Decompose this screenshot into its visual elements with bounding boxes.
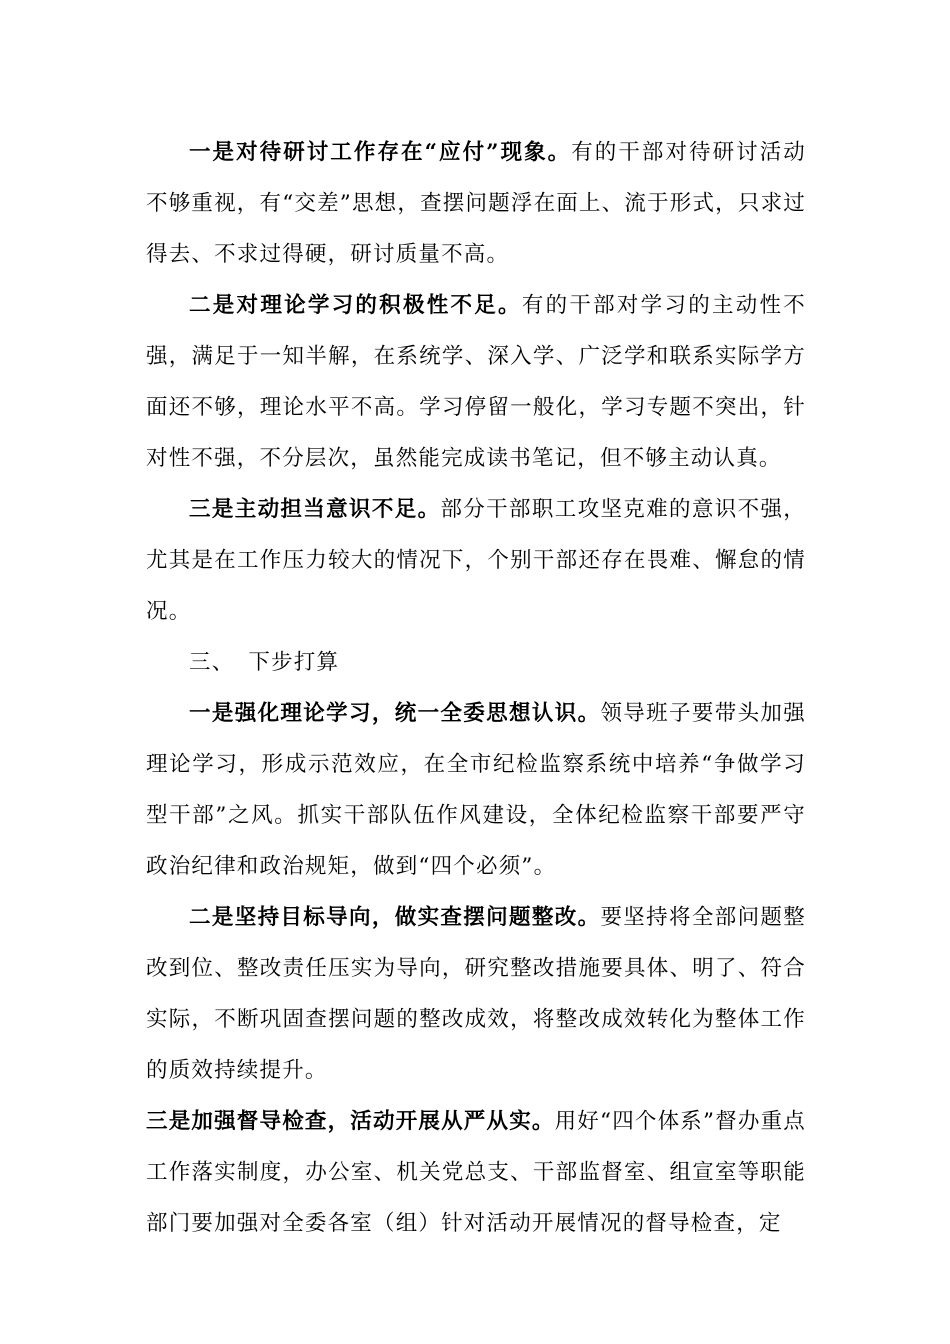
plan-paragraph-1-body: 领导班子要带头加强理论学习，形成示范效应，在全市纪检监察系统中培养“争做学习型干部”之风。抓实干部队伍作风建设，全体纪检监察干部要严守政治纪律和政治规矩，做到“四个必须”。 (146, 701, 806, 879)
plan-paragraph-3 (146, 1096, 806, 1249)
paragraph-1-body: 有的干部对待研讨活动不够重视，有“交差”思想，查摆问题浮在面上、流于形式，只求过得去、不求过得硬，研讨质量不高。 (146, 140, 806, 267)
section-heading-title: 下步打算 (248, 650, 340, 675)
plan-paragraph-1 (146, 688, 806, 892)
plan-paragraph-2 (146, 892, 806, 1096)
plan-paragraph-2-lead: 二是坚持目标导向，做实查摆问题整改。 (189, 905, 601, 930)
plan-paragraph-3-lead: 三是加强督导检查，活动开展从严从实。 (146, 1109, 555, 1134)
paragraph-1-lead: 一是对待研讨工作存在“应付”现象。 (189, 140, 572, 165)
document-page (146, 127, 806, 1249)
section-heading-number: 三、 (189, 650, 235, 675)
paragraph-1 (146, 127, 806, 280)
section-heading (146, 637, 806, 688)
paragraph-2 (146, 280, 806, 484)
paragraph-2-body: 有的干部对学习的主动性不强，满足于一知半解，在系统学、深入学、广泛学和联系实际学方面还不够，理论水平不高。学习停留一般化，学习专题不突出，针对性不强，不分层次，虽然能完成读书笔记，但不够主动认真。 (146, 293, 806, 471)
paragraph-3-lead: 三是主动担当意识不足。 (189, 497, 441, 522)
plan-paragraph-3-body: 用好“四个体系”督办重点工作落实制度，办公室、机关党总支、干部监督室、组宣室等职能部门要加强对全委各室（组）针对活动开展情况的督导检查，定 (146, 1109, 806, 1236)
paragraph-2-lead: 二是对理论学习的积极性不足。 (189, 293, 522, 318)
plan-paragraph-2-body: 要坚持将全部问题整改到位、整改责任压实为导向，研究整改措施要具体、明了、符合实际，不断巩固查摆问题的整改成效，将整改成效转化为整体工作的质效持续提升。 (146, 905, 806, 1083)
plan-paragraph-1-lead: 一是强化理论学习，统一全委思想认识。 (189, 701, 601, 726)
paragraph-3-body: 部分干部职工攻坚克难的意识不强，尤其是在工作压力较大的情况下，个别干部还存在畏难、懈怠的情况。 (146, 497, 807, 624)
paragraph-3 (146, 484, 806, 637)
